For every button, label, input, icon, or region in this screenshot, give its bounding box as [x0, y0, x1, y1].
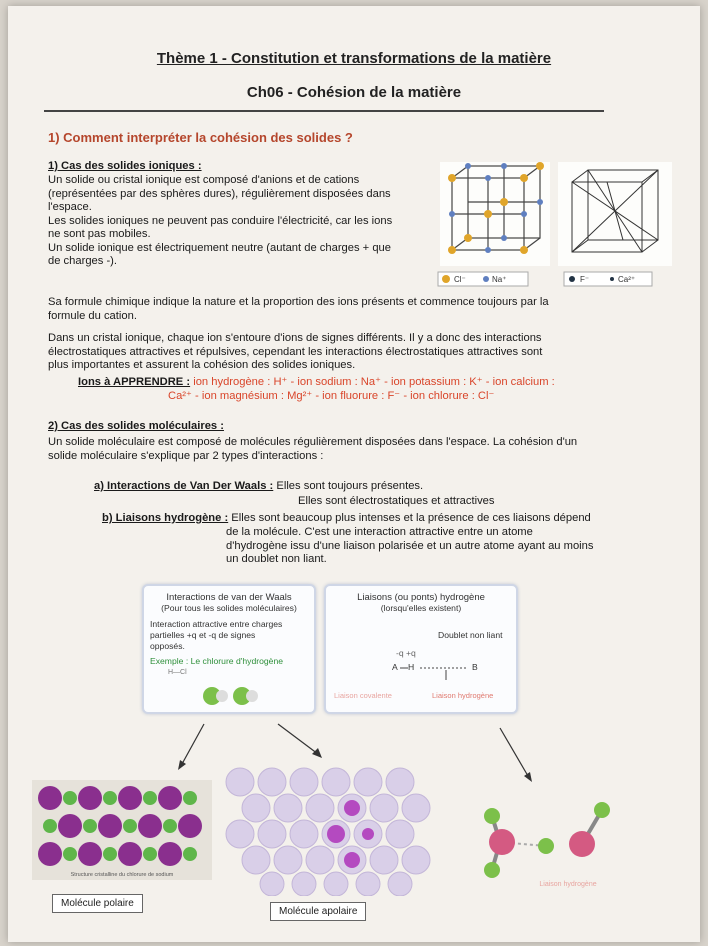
s1-line-4: ne sont pas mobiles.: [48, 228, 151, 240]
vdw-box: [142, 584, 316, 714]
document-page: [8, 6, 700, 942]
hbond-box: [324, 584, 518, 714]
hbond-box-title: Liaisons (ou ponts) hydrogène: [357, 592, 485, 603]
s1-line-3: Les solides ioniques ne peuvent pas conduire l'électricité, car les ions: [48, 214, 393, 227]
legend-f: F⁻: [580, 275, 590, 284]
caf2-lattice-figure: [558, 162, 672, 266]
hbond-line-0: Elles sont beaucoup plus intenses et la présence de ces liaisons dépend: [231, 512, 591, 524]
water-caption: Liaison hydrogène: [539, 881, 597, 888]
crystal-line-2: plus importantes et assurent la cohésion des solides ioniques.: [48, 359, 356, 371]
formula-paragraph: [48, 296, 668, 323]
vdw-desc-1: partielles +q et -q de signes: [150, 630, 256, 640]
vdw-desc-0: Interaction attractive entre charges: [150, 619, 283, 629]
sodium-ion-icon: [483, 276, 489, 282]
vdw-mol-label: H—Cl: [168, 669, 187, 676]
s1-line-2: l'espace.: [48, 201, 92, 213]
theme-title: Thème 1 - Constitution et transformations de la matière: [156, 50, 552, 67]
chapter-title: Ch06 - Cohésion de la matière: [246, 84, 462, 101]
nacl-lattice-figure: [440, 162, 550, 266]
crystal-line-1: électrostatiques attractives et répulsives, cependant les interactions électrostatiques attractives sont: [48, 345, 543, 358]
chloride-ion-icon: [442, 275, 450, 283]
hbond-charges: -q +q: [396, 648, 416, 658]
vdw-item: [94, 480, 423, 494]
hbond-label-hbond: Liaison hydrogène: [432, 691, 494, 700]
formula-line-0: Sa formule chimique indique la nature et la proportion des ions présents et commence toujours par la: [48, 296, 549, 308]
vdw-text-1: Elles sont toujours présentes.: [276, 480, 424, 492]
crystal-legend-right: [564, 272, 652, 286]
nacl-packing-figure: [32, 780, 212, 880]
s2-intro-1: solide moléculaire s'explique par 2 types d'interactions :: [48, 449, 324, 462]
ions-label: Ions à APPRENDRE :: [78, 376, 191, 388]
calcium-ion-icon: [610, 277, 614, 281]
hbond-atom-a: A: [392, 662, 398, 672]
s1-line-6: de charges -).: [48, 255, 118, 267]
crystal-line-0: Dans un cristal ionique, chaque ion s'entoure d'ions de signes différents. Il y a donc des interactions: [48, 332, 542, 344]
hbond-diagram: [386, 644, 496, 684]
legend-ca: Ca²⁺: [618, 275, 636, 284]
hbond-line-1: de la molécule. C'est une interaction attractive entre un atome: [226, 526, 533, 538]
formula-line-1: formule du cation.: [48, 309, 137, 322]
ions-line-1: ion hydrogène : H⁺ - ion sodium : Na⁺ - ion potassium : K⁺ - ion calcium :: [193, 376, 555, 388]
hbond-atom-b: B: [472, 662, 478, 672]
hbond-line-3: un doublet non liant.: [226, 553, 327, 565]
label-apolar-molecule: Molécule apolaire: [270, 902, 366, 921]
crystal-legend-left: [438, 272, 528, 286]
vdw-box-desc: [150, 619, 314, 652]
section1-subtitle: 1) Cas des solides ioniques :: [48, 160, 202, 172]
section1-paragraph: [48, 174, 448, 269]
hbond-covalent: Liaison covalente: [334, 691, 392, 700]
vdw-box-example: Exemple : Le chlorure d'hydrogène: [150, 656, 284, 666]
legend-cl: Cl⁻: [454, 275, 466, 284]
s1-line-1: (représentées par des sphères dures), régulièrement disposées dans: [48, 187, 391, 200]
section2-intro: [48, 436, 678, 463]
fluoride-ion-icon: [569, 276, 575, 282]
hcl-molecules-icon: [198, 684, 278, 708]
label-polar-molecule: Molécule polaire: [52, 894, 143, 913]
vdw-text-2: Elles sont électrostatiques et attractives: [298, 495, 495, 507]
section1-heading: 1) Comment interpréter la cohésion des solides ?: [48, 130, 353, 145]
hbond-lines: [226, 526, 666, 567]
ionic-crystal-figure: [432, 156, 680, 288]
crystal-paragraph: [48, 332, 678, 373]
legend-na: Na⁺: [492, 275, 507, 284]
ions-to-learn: [78, 376, 688, 390]
hbond-item: [102, 512, 662, 526]
hbond-box-subtitle: (lorsqu'elles existent): [380, 603, 462, 613]
water-hbond-figure: [466, 796, 626, 892]
vdw-label: a) Interactions de Van Der Waals :: [94, 480, 274, 492]
hbond-label: b) Liaisons hydrogène :: [102, 512, 229, 524]
vdw-box-subtitle: (Pour tous les solides moléculaires): [161, 603, 297, 613]
hbond-atom-h: H: [408, 662, 415, 672]
s2-intro-0: Un solide moléculaire est composé de molécules régulièrement disposées dans l'espace. La cohésion d'un: [48, 436, 578, 448]
hbond-line-2: d'hydrogène issu d'une liaison polarisée et un autre atome ayant au moins: [226, 539, 594, 552]
vdw-box-title: Interactions de van der Waals: [166, 592, 292, 603]
vdw-desc-2: opposés.: [150, 641, 185, 651]
ions-line-2: Ca²⁺ - ion magnésium : Mg²⁺ - ion fluorure : F⁻ - ion chlorure : Cl⁻: [168, 390, 495, 402]
section2-title: 2) Cas des solides moléculaires :: [48, 420, 224, 432]
hbond-doublet: Doublet non liant: [438, 630, 503, 640]
nacl-caption: Structure cristalline du chlorure de sodium: [70, 872, 174, 878]
s1-line-5: Un solide ionique est électriquement neutre (autant de charges + que: [48, 241, 391, 254]
title-divider: [44, 110, 604, 112]
apolar-packing-figure: [216, 766, 456, 896]
s1-line-0: Un solide ou cristal ionique est composé d'anions et de cations: [48, 174, 360, 186]
